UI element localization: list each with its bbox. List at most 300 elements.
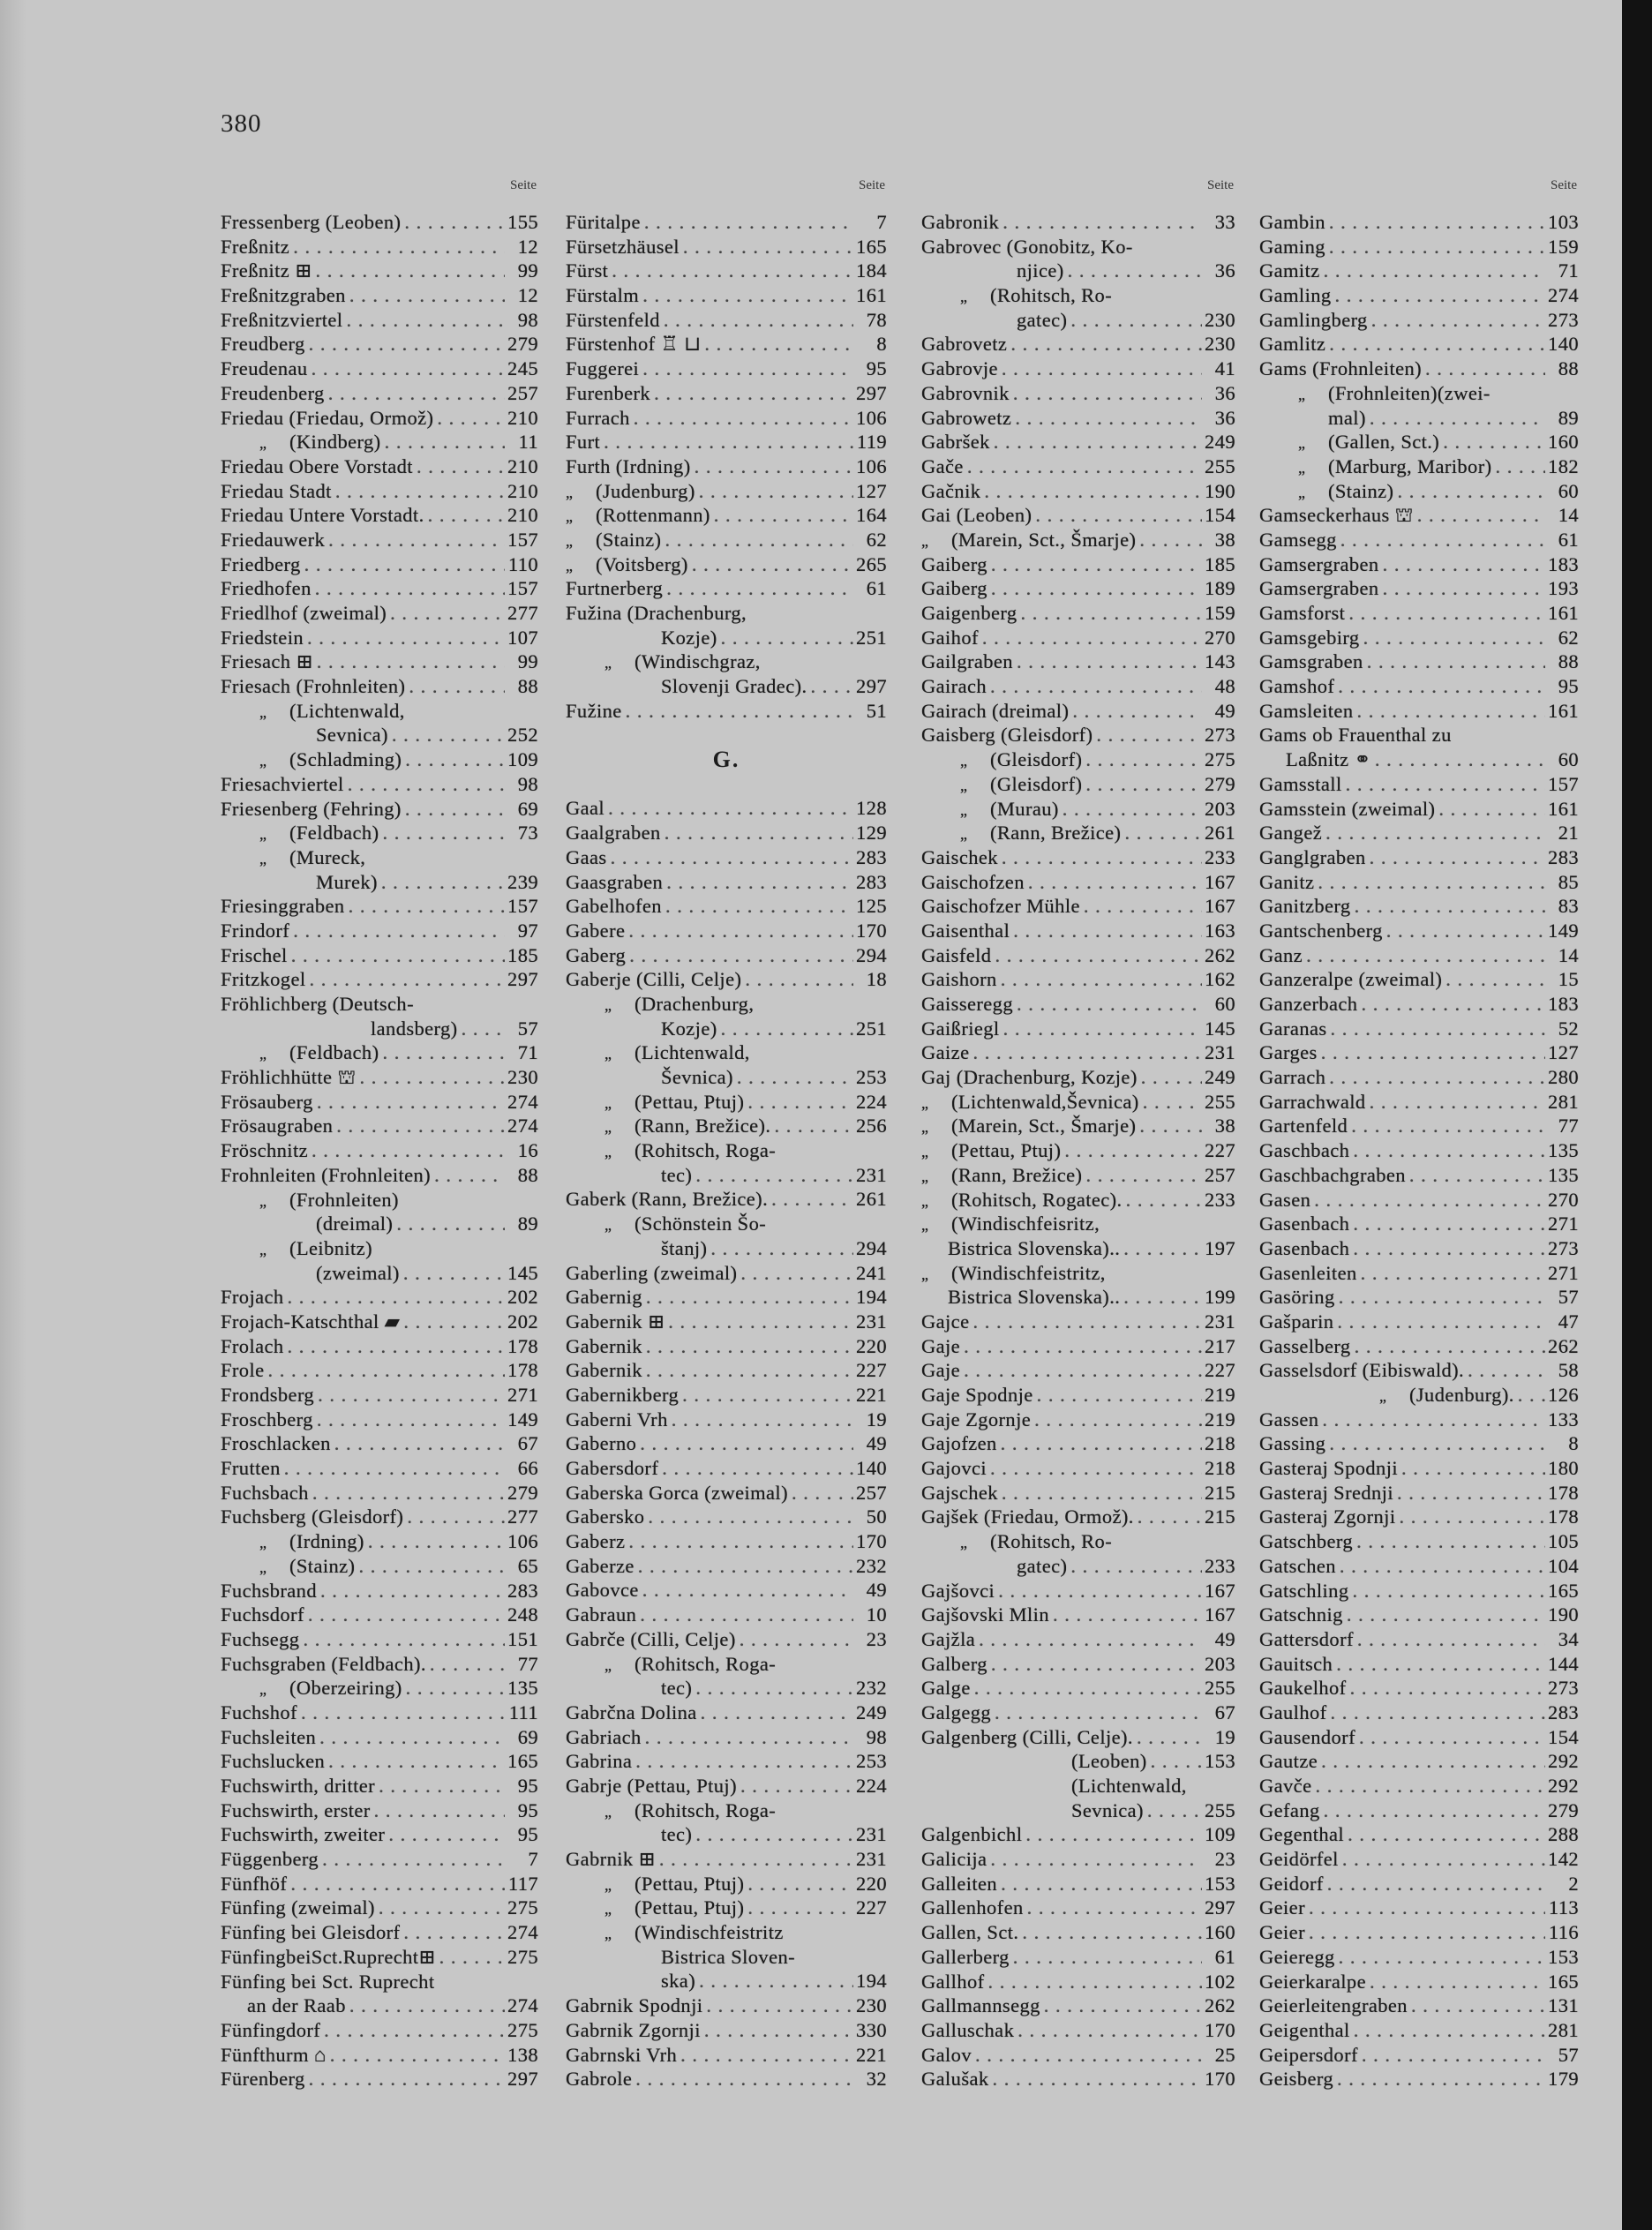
entry-text: Kozje) bbox=[661, 1017, 717, 1040]
page-reference: 155 bbox=[507, 211, 538, 233]
entry-text: Gamsgraben bbox=[1259, 650, 1363, 673]
page-reference: 215 bbox=[1205, 1481, 1235, 1504]
index-entry bbox=[221, 479, 538, 504]
entry-name bbox=[221, 1945, 436, 1970]
entry-name bbox=[566, 283, 639, 308]
entry-text: Friedberg bbox=[221, 552, 301, 575]
index-entry bbox=[566, 259, 887, 283]
index-entry bbox=[221, 626, 538, 650]
index-entry bbox=[921, 1822, 1235, 1847]
page-reference: 185 bbox=[1205, 552, 1235, 575]
dot-leader bbox=[1358, 2043, 1545, 2068]
page-reference: 162 bbox=[1205, 968, 1235, 991]
dot-leader bbox=[319, 1847, 505, 1872]
entry-name bbox=[921, 1310, 969, 1334]
dot-leader bbox=[1357, 992, 1545, 1017]
index-entry bbox=[221, 723, 538, 747]
index-entry bbox=[566, 821, 887, 845]
index-entry bbox=[221, 1138, 538, 1163]
index-entry bbox=[921, 723, 1235, 747]
dot-leader bbox=[1069, 699, 1202, 724]
index-entry bbox=[221, 210, 538, 235]
entry-name bbox=[1259, 1652, 1333, 1677]
dot-leader bbox=[1082, 747, 1202, 772]
entry-text: Fünfing (zweimal) bbox=[221, 1896, 375, 1919]
index-entry bbox=[921, 1163, 1235, 1188]
page-reference: 145 bbox=[507, 1261, 538, 1284]
dot-leader bbox=[1322, 821, 1545, 845]
entry-name bbox=[221, 992, 414, 1017]
entry-name bbox=[221, 919, 289, 943]
entry-text: Geierleitengraben bbox=[1259, 1994, 1408, 2017]
entry-name bbox=[921, 576, 987, 601]
dot-leader bbox=[710, 503, 853, 528]
dot-leader bbox=[662, 894, 853, 919]
entry-name bbox=[1259, 283, 1332, 308]
dot-leader bbox=[305, 2067, 505, 2091]
index-entry bbox=[566, 1701, 887, 1725]
dot-leader bbox=[1333, 2067, 1545, 2091]
index-entry bbox=[921, 332, 1235, 357]
page-reference: 18 bbox=[866, 968, 887, 991]
dot-leader bbox=[744, 1872, 853, 1896]
entry-name bbox=[921, 430, 990, 454]
entry-text: Furth (Irdning) bbox=[566, 454, 691, 477]
index-entry bbox=[221, 552, 538, 577]
index-entry bbox=[566, 1285, 887, 1310]
entry-name bbox=[921, 406, 1011, 431]
entry-name bbox=[1259, 674, 1334, 699]
entry-name: „ (Rottenmann) bbox=[566, 504, 710, 527]
entry-text: Sevnica) bbox=[316, 724, 388, 747]
entry-name: „ (Feldbach) bbox=[259, 822, 379, 845]
entry-text: Galge bbox=[921, 1677, 971, 1700]
dot-leader bbox=[987, 1456, 1202, 1481]
entry-name bbox=[1259, 2018, 1350, 2043]
index-entry bbox=[221, 1920, 538, 1945]
index-entry bbox=[921, 772, 1235, 797]
page-reference: 210 bbox=[507, 479, 538, 502]
index-entry bbox=[566, 1236, 887, 1261]
dot-leader bbox=[332, 479, 505, 504]
page-reference: 66 bbox=[517, 1457, 538, 1480]
index-entry bbox=[921, 626, 1235, 650]
entry-name bbox=[1259, 601, 1345, 626]
index-entry bbox=[1259, 1603, 1579, 1627]
index-entry bbox=[566, 1310, 887, 1334]
dot-leader bbox=[405, 674, 505, 699]
entry-name bbox=[221, 1383, 314, 1408]
entry-name: „ (Frohnleiten) bbox=[259, 1188, 399, 1211]
entry-name bbox=[921, 1481, 998, 1505]
index-entry bbox=[921, 699, 1235, 724]
index-entry bbox=[921, 235, 1235, 259]
index-entry bbox=[221, 1212, 538, 1236]
dot-leader bbox=[1355, 1725, 1545, 1750]
entry-name bbox=[566, 1431, 636, 1456]
entry-text: Gaming bbox=[1259, 235, 1325, 258]
page-reference: 140 bbox=[1548, 333, 1579, 356]
index-entry bbox=[1259, 747, 1579, 772]
index-entry bbox=[1259, 2067, 1579, 2091]
entry-text: (Pettau, Ptuj) bbox=[635, 1872, 745, 1895]
entry-name bbox=[1286, 747, 1371, 772]
entry-text: Fuchswirth, zweiter bbox=[221, 1823, 386, 1846]
entry-text: Gangež bbox=[1259, 822, 1323, 845]
entry-name bbox=[566, 2067, 632, 2091]
dot-leader bbox=[702, 1993, 853, 2018]
entry-text: Friedhofen bbox=[221, 577, 312, 600]
dot-leader bbox=[680, 235, 853, 259]
entry-text: Kozje) bbox=[661, 626, 717, 649]
entry-name bbox=[566, 943, 626, 968]
index-entry bbox=[221, 1872, 538, 1896]
dot-leader bbox=[431, 1163, 505, 1188]
page-reference: 98 bbox=[866, 1725, 887, 1748]
entry-name bbox=[921, 649, 1013, 674]
entry-name bbox=[1259, 723, 1452, 747]
index-entry bbox=[221, 1236, 538, 1261]
page-reference: 292 bbox=[1548, 1750, 1579, 1773]
index-entry bbox=[566, 1847, 887, 1872]
entry-name: „ (Windischfeistritz bbox=[604, 1921, 784, 1944]
index-entry bbox=[921, 430, 1235, 454]
page-reference: 294 bbox=[856, 1236, 887, 1259]
page-reference: 275 bbox=[507, 2018, 538, 2041]
entry-name bbox=[221, 943, 288, 968]
entry-text: Gaukelhof bbox=[1259, 1677, 1347, 1700]
entry-name bbox=[221, 381, 325, 406]
dot-leader bbox=[1024, 1896, 1202, 1920]
index-entry bbox=[566, 1798, 887, 1823]
page-reference: 170 bbox=[1205, 2018, 1235, 2041]
index-entry bbox=[566, 1822, 887, 1847]
entry-text: Gavče bbox=[1259, 1775, 1312, 1797]
index-entry bbox=[921, 797, 1235, 822]
entry-name: „ (Pettau, Ptuj) bbox=[604, 1896, 745, 1919]
dot-leader bbox=[378, 870, 505, 895]
index-entry bbox=[921, 1603, 1235, 1627]
index-entry bbox=[1259, 1358, 1579, 1383]
page-reference: 292 bbox=[1548, 1775, 1579, 1797]
dot-leader bbox=[1348, 1579, 1545, 1603]
entry-text: (Schladming) bbox=[289, 748, 402, 771]
index-column-2 bbox=[566, 176, 887, 2091]
page-reference: 157 bbox=[507, 895, 538, 918]
dot-leader bbox=[668, 1408, 853, 1432]
dot-leader bbox=[436, 1945, 505, 1970]
dot-leader bbox=[284, 1334, 505, 1359]
entry-name bbox=[1259, 919, 1383, 943]
dot-leader bbox=[972, 2043, 1202, 2068]
seite-header: Seite bbox=[1551, 178, 1577, 192]
entry-text: Gairach bbox=[921, 675, 987, 698]
entry-text: Furt bbox=[566, 431, 601, 454]
dot-leader bbox=[1303, 943, 1545, 968]
dot-leader bbox=[287, 1872, 505, 1896]
index-entry bbox=[566, 1627, 887, 1652]
entry-text: Gasselberg bbox=[1259, 1334, 1351, 1357]
entry-name bbox=[566, 1456, 658, 1481]
page-reference: 273 bbox=[1548, 1236, 1579, 1259]
entry-text: landsberg) bbox=[371, 1017, 458, 1040]
dot-leader bbox=[458, 1017, 505, 1041]
page-reference: 127 bbox=[1548, 1041, 1579, 1064]
entry-text: Gaisenthal bbox=[921, 919, 1010, 942]
entry-text: gatec) bbox=[1017, 308, 1068, 331]
index-entry bbox=[221, 357, 538, 381]
entry-name bbox=[221, 1896, 375, 1920]
page-reference: 262 bbox=[1205, 943, 1235, 966]
entry-name: „ (Pettau, Ptuj) bbox=[604, 1090, 745, 1113]
entry-text: Geipersdorf bbox=[1259, 2043, 1358, 2066]
index-entry bbox=[1259, 406, 1579, 431]
dot-leader bbox=[1136, 528, 1202, 552]
page-reference: 275 bbox=[507, 1945, 538, 1968]
entry-name bbox=[921, 2018, 1014, 2043]
index-entry bbox=[566, 381, 887, 406]
index-entry bbox=[566, 1383, 887, 1408]
dot-leader bbox=[387, 601, 505, 626]
entry-text: (Voitsberg) bbox=[596, 552, 688, 575]
index-entry bbox=[921, 259, 1235, 283]
page-reference: 283 bbox=[1548, 1701, 1579, 1723]
entry-text: Fuchsegg bbox=[221, 1627, 300, 1650]
entry-name bbox=[221, 1114, 333, 1138]
entry-text: Gabriach bbox=[566, 1725, 642, 1748]
index-entry bbox=[221, 772, 538, 797]
index-entry bbox=[1259, 1725, 1579, 1750]
entry-name bbox=[566, 1701, 697, 1725]
page-reference: 126 bbox=[1548, 1384, 1579, 1406]
page-reference: 7 bbox=[876, 211, 887, 233]
index-entry bbox=[921, 649, 1235, 674]
dot-leader bbox=[658, 1456, 853, 1481]
entry-name bbox=[661, 1676, 692, 1701]
entry-name bbox=[566, 1603, 636, 1627]
page-reference: 273 bbox=[1548, 308, 1579, 331]
page-reference: 202 bbox=[507, 1310, 538, 1333]
entry-name bbox=[1259, 1993, 1408, 2018]
entry-text: Friedauwerk bbox=[221, 528, 326, 551]
entry-text: Fuchswirth, erster bbox=[221, 1798, 371, 1821]
entry-name bbox=[921, 1408, 1031, 1432]
page-reference: 102 bbox=[1205, 1970, 1235, 1993]
entry-text: an der Raab bbox=[247, 1994, 346, 2017]
dot-leader bbox=[433, 406, 505, 431]
page-reference: 255 bbox=[1205, 1677, 1235, 1700]
entry-text: Gabrovec (Gonobitz, Ko- bbox=[921, 235, 1133, 258]
entry-text: Gaberze bbox=[566, 1554, 635, 1577]
page-reference: 143 bbox=[1205, 650, 1235, 673]
page-reference: 194 bbox=[856, 1286, 887, 1309]
dot-leader bbox=[1032, 503, 1202, 528]
index-entry bbox=[221, 235, 538, 259]
entry-text: (Stainz) bbox=[289, 1554, 356, 1577]
index-entry bbox=[221, 1456, 538, 1481]
entry-text: Gaberje (Cilli, Celje) bbox=[566, 968, 742, 991]
page-reference: 219 bbox=[1205, 1384, 1235, 1406]
entry-name bbox=[221, 210, 401, 235]
index-entry bbox=[1259, 1896, 1579, 1920]
index-entry bbox=[221, 2043, 538, 2068]
letter-section-heading: G. bbox=[712, 747, 740, 773]
entry-text: Gallhof bbox=[921, 1970, 985, 1993]
page-reference: 36 bbox=[1214, 381, 1235, 404]
index-entry bbox=[566, 1969, 887, 1993]
page-reference: 220 bbox=[856, 1334, 887, 1357]
index-entry bbox=[921, 821, 1235, 845]
page-reference: 178 bbox=[1548, 1481, 1579, 1504]
dot-leader bbox=[1366, 1090, 1545, 1115]
entry-text: (Lichtenwald, bbox=[289, 699, 405, 722]
entry-text: (Gleisdorf) bbox=[990, 772, 1083, 795]
page-reference: 215 bbox=[1205, 1505, 1235, 1528]
dot-leader bbox=[1353, 1529, 1545, 1554]
page-reference: 265 bbox=[856, 552, 887, 575]
index-entry bbox=[566, 1456, 887, 1481]
dot-leader bbox=[985, 1970, 1202, 1994]
entry-text: Gamsstall bbox=[1259, 772, 1342, 795]
dot-leader bbox=[1357, 1261, 1545, 1286]
entry-text: Gassen bbox=[1259, 1408, 1319, 1430]
dot-leader bbox=[660, 308, 853, 333]
dot-leader bbox=[969, 1310, 1202, 1334]
dot-leader bbox=[626, 943, 853, 968]
index-entry bbox=[221, 1188, 538, 1213]
page-reference: 58 bbox=[1558, 1359, 1579, 1382]
entry-name bbox=[1259, 357, 1422, 381]
page-reference: 190 bbox=[1548, 1603, 1579, 1626]
index-entry bbox=[921, 1481, 1235, 1505]
page-reference: 23 bbox=[866, 1627, 887, 1650]
entry-name bbox=[921, 601, 1017, 626]
dot-leader bbox=[1049, 1603, 1202, 1627]
dot-leader bbox=[607, 845, 853, 870]
entry-text: Függenberg bbox=[221, 1848, 319, 1871]
entry-text: Gams ob Frauenthal zu bbox=[1259, 724, 1452, 747]
entry-text: Fužina (Drachenburg, bbox=[566, 602, 747, 624]
page-reference: 257 bbox=[507, 381, 538, 404]
entry-text: Frojach-Katschthal ▰ bbox=[221, 1310, 401, 1333]
page-reference: 230 bbox=[1205, 333, 1235, 356]
page-reference: 164 bbox=[856, 504, 887, 527]
page-reference: 135 bbox=[1548, 1139, 1579, 1162]
dot-leader bbox=[371, 1798, 505, 1823]
index-entry bbox=[221, 2067, 538, 2091]
entry-text: Garanas bbox=[1259, 1017, 1327, 1040]
dot-leader bbox=[1067, 1554, 1202, 1579]
page-reference: 231 bbox=[856, 1310, 887, 1333]
index-entry bbox=[221, 1065, 538, 1090]
page-reference: 253 bbox=[856, 1750, 887, 1773]
dot-leader bbox=[1379, 552, 1545, 577]
page-reference: 111 bbox=[508, 1701, 538, 1723]
dot-leader bbox=[632, 2067, 853, 2091]
page-reference: 36 bbox=[1214, 406, 1235, 429]
entry-text: Gantschenberg bbox=[1259, 919, 1383, 942]
entry-text: Gaize bbox=[921, 1041, 970, 1064]
entry-text: Gabronik bbox=[921, 211, 1000, 233]
dot-leader bbox=[989, 2067, 1202, 2091]
entry-text: Gabrowetz bbox=[921, 406, 1012, 429]
index-entry bbox=[921, 1236, 1235, 1261]
entry-text: Ganz bbox=[1259, 943, 1303, 966]
entry-name bbox=[921, 1725, 1133, 1750]
entry-text: Laßnitz ⚭ bbox=[1286, 748, 1371, 771]
entry-text: Gaberz bbox=[566, 1530, 626, 1553]
entry-text: (Windischfeisritz, bbox=[951, 1213, 1100, 1235]
dot-leader bbox=[331, 1431, 505, 1456]
dot-leader bbox=[964, 454, 1202, 479]
page-reference: 106 bbox=[507, 1530, 538, 1553]
index-entry bbox=[566, 1408, 887, 1432]
index-entry bbox=[921, 2043, 1235, 2068]
entry-name bbox=[661, 626, 717, 650]
index-entry bbox=[566, 1896, 887, 1920]
index-entry bbox=[921, 1017, 1235, 1041]
entry-text: Gabraun bbox=[566, 1603, 637, 1626]
dot-leader bbox=[971, 1676, 1202, 1701]
page-reference: 57 bbox=[1558, 1286, 1579, 1309]
entry-text: Galicija bbox=[921, 1848, 987, 1871]
entry-name: „ (Rohitsch, Roga- bbox=[604, 1652, 777, 1675]
entry-name bbox=[1259, 332, 1325, 357]
entry-text: Frischel bbox=[221, 943, 288, 966]
dot-leader bbox=[991, 1701, 1202, 1725]
page-reference: 167 bbox=[1205, 1603, 1235, 1626]
entry-text: Fuchsdorf bbox=[221, 1603, 304, 1626]
entry-name bbox=[221, 674, 405, 699]
page-reference: 23 bbox=[1214, 1848, 1235, 1871]
index-entry bbox=[221, 1579, 538, 1603]
entry-name: „ (Schönstein Šo- bbox=[604, 1213, 767, 1235]
entry-text: Gabrnski Vrh bbox=[566, 2043, 678, 2066]
entry-name bbox=[221, 1749, 325, 1774]
entry-text: Gasteraj Zgornji bbox=[1259, 1505, 1396, 1528]
page-reference: 202 bbox=[507, 1286, 538, 1309]
entry-name bbox=[921, 1383, 1033, 1408]
index-entry bbox=[221, 601, 538, 626]
index-entry bbox=[221, 1310, 538, 1334]
dot-leader bbox=[314, 1383, 505, 1408]
dot-leader bbox=[1147, 1749, 1202, 1774]
entry-text: Frolach bbox=[221, 1334, 284, 1357]
index-entry bbox=[921, 210, 1235, 235]
index-entry bbox=[221, 1383, 538, 1408]
entry-text: Gegenthal bbox=[1259, 1823, 1345, 1846]
dot-leader bbox=[1061, 1138, 1202, 1163]
entry-name: „ (Gleisdorf) bbox=[960, 772, 1083, 795]
entry-name bbox=[566, 1481, 788, 1505]
dot-leader bbox=[1342, 772, 1545, 797]
entry-text: Gabelhofen bbox=[566, 895, 662, 918]
index-entry bbox=[221, 406, 538, 431]
page-reference: 281 bbox=[1548, 1090, 1579, 1113]
page-number: 380 bbox=[221, 109, 262, 138]
dot-leader bbox=[309, 1481, 505, 1505]
dot-leader bbox=[426, 1652, 505, 1677]
dot-leader bbox=[308, 357, 505, 381]
index-entry bbox=[221, 1529, 538, 1554]
entry-name bbox=[316, 870, 378, 895]
entry-name bbox=[221, 1285, 284, 1310]
dot-leader bbox=[317, 1579, 505, 1603]
index-entry bbox=[221, 1431, 538, 1456]
index-entry bbox=[921, 1993, 1235, 2018]
page-reference: 89 bbox=[1558, 406, 1579, 429]
entry-text: Gailgraben bbox=[921, 650, 1013, 673]
